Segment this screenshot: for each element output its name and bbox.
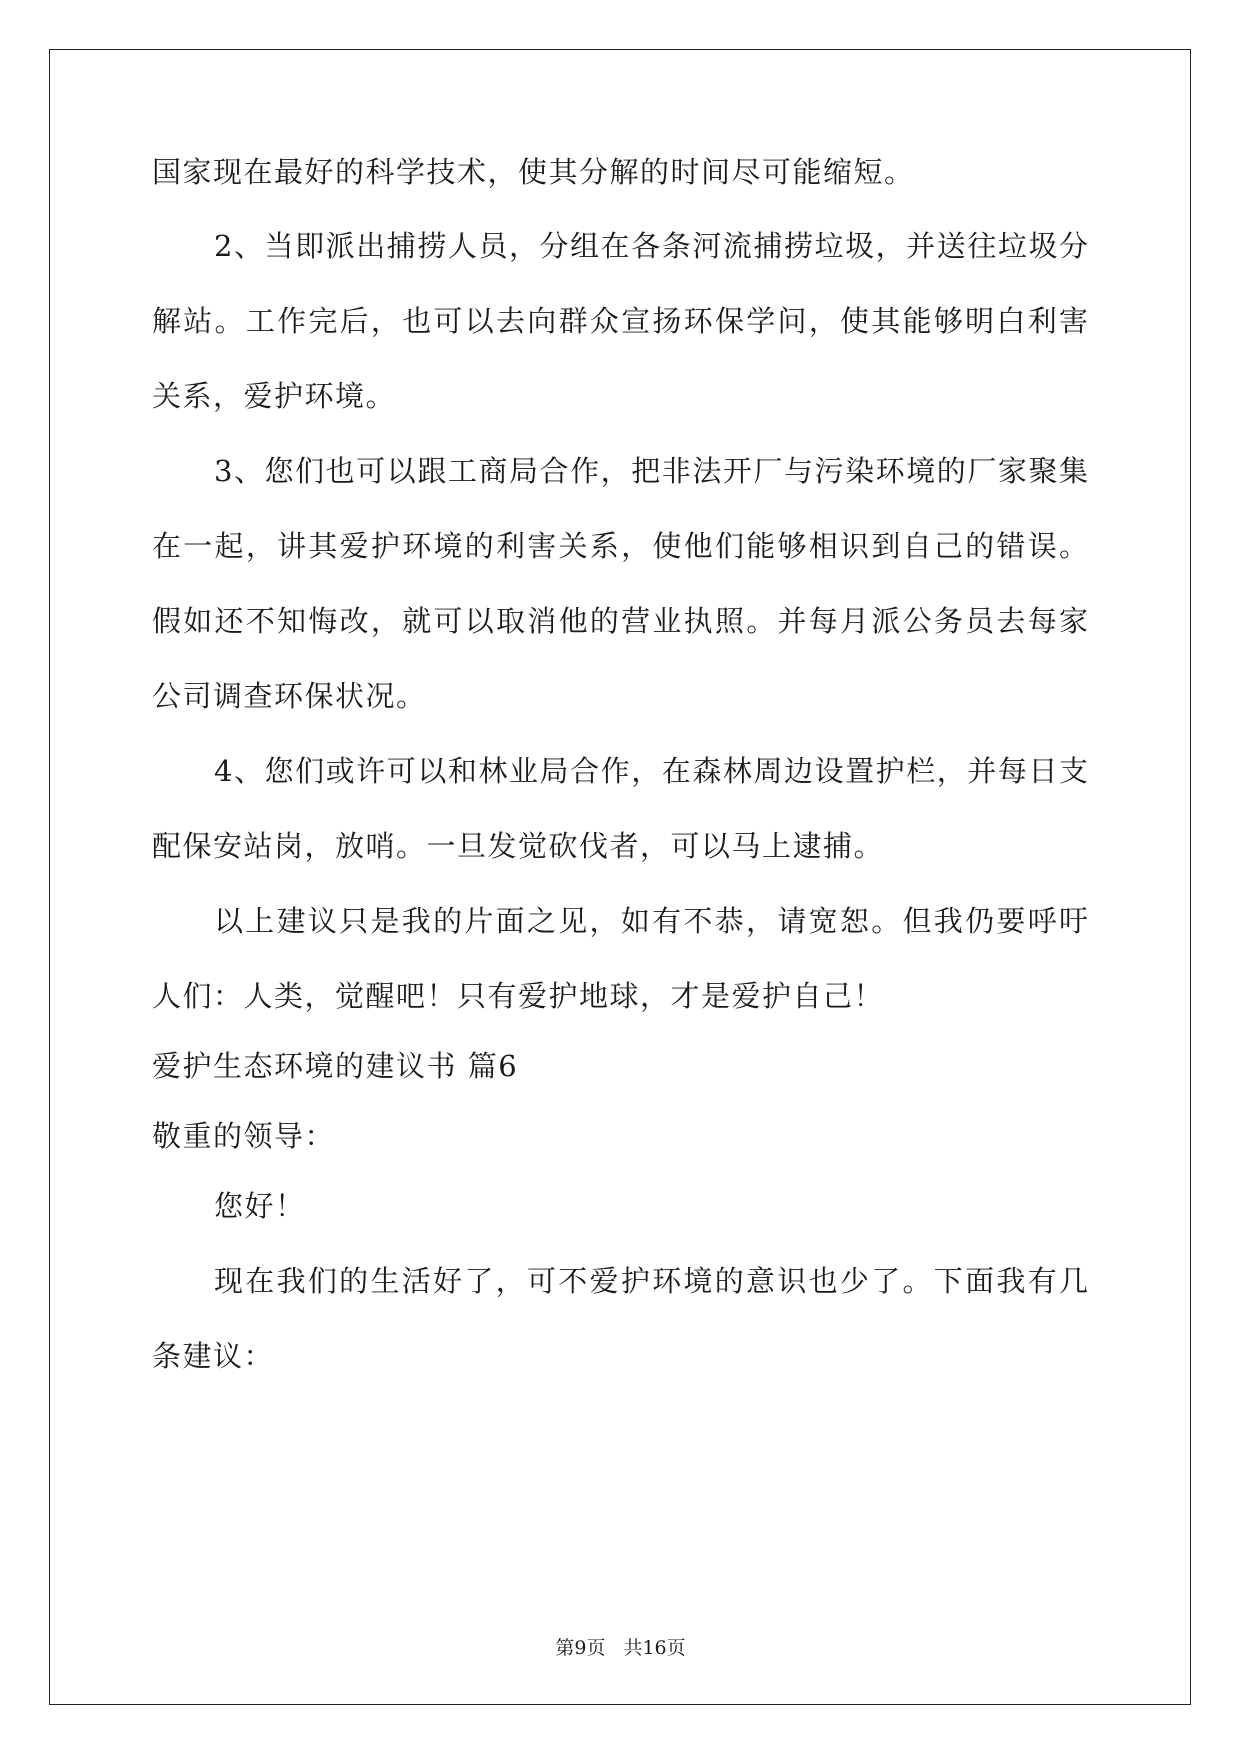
text-line: 公司调查环保状况。 (152, 679, 427, 713)
page-footer (0, 1636, 1241, 1660)
text-line: 关系，爱护环境。 (152, 379, 397, 413)
section-heading: 爱护生态环境的建议书 篇6 (152, 1049, 519, 1083)
text-line: 配保安站岗，放哨。一旦发觉砍伐者，可以马上逮捕。 (152, 829, 885, 863)
page-frame (49, 49, 1191, 1705)
text-line: 条建议： (152, 1339, 275, 1373)
text-line: 人们：人类，觉醒吧！只有爱护地球，才是爱护自己！ (152, 979, 885, 1013)
page-total: 共16页 (623, 1637, 686, 1659)
text-line: 2、当即派出捕捞人员，分组在各条河流捕捞垃圾，并送往垃圾分 (214, 229, 1088, 263)
text-line: 在一起，讲其爱护环境的利害关系，使他们能够相识到自己的错误。 (152, 529, 1088, 563)
text-line: 现在我们的生活好了，可不爱护环境的意识也少了。下面我有几 (214, 1264, 1088, 1298)
salutation: 敬重的领导： (152, 1119, 336, 1153)
page-number: 第9页 (555, 1637, 606, 1659)
text-line: 4、您们或许可以和林业局合作，在森林周边设置护栏，并每日支 (214, 754, 1088, 788)
text-line: 解站。工作完后，也可以去向群众宣扬环保学问，使其能够明白利害 (152, 304, 1088, 338)
text-line: 国家现在最好的科学技术，使其分解的时间尽可能缩短。 (152, 155, 915, 189)
text-line: 以上建议只是我的片面之见，如有不恭，请宽恕。但我仍要呼吁 (214, 904, 1088, 938)
text-line: 3、您们也可以跟工商局合作，把非法开厂与污染环境的厂家聚集 (214, 454, 1088, 488)
greeting: 您好！ (214, 1189, 306, 1223)
text-line: 假如还不知悔改，就可以取消他的营业执照。并每月派公务员去每家 (152, 604, 1088, 638)
